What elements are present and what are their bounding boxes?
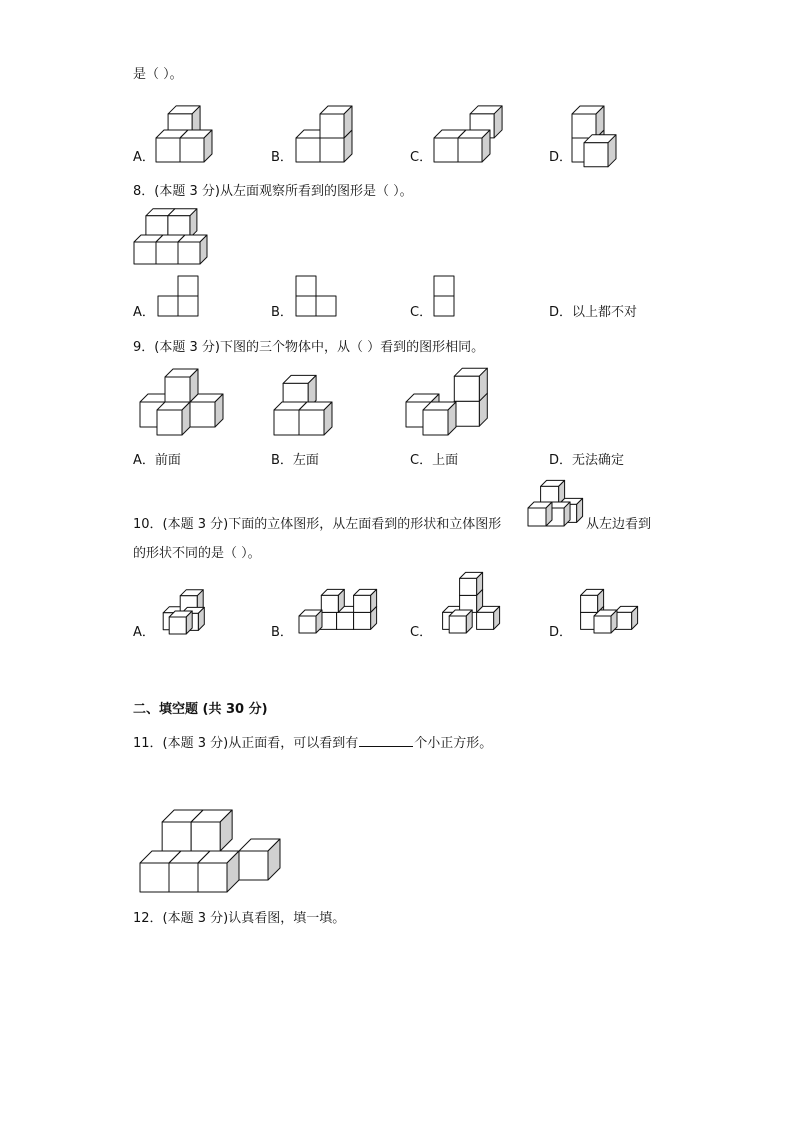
- cube-face: [296, 276, 316, 296]
- q10-stem-start: 10．(本题 3 分)下面的立体图形，从左面看到的形状和立体图形: [133, 517, 502, 532]
- q8-view-a: [150, 270, 210, 320]
- cube-face: [156, 242, 178, 264]
- cube-face: [274, 410, 299, 435]
- q9-option-b[interactable]: B．左面: [271, 453, 319, 468]
- q10-figure-c: [435, 582, 495, 637]
- q11-answer-blank[interactable]: [359, 734, 413, 747]
- q11-figure: [135, 760, 290, 895]
- q7-option-b[interactable]: B．: [271, 150, 293, 165]
- q8-option-b[interactable]: B．: [271, 305, 293, 320]
- cube-face: [354, 612, 371, 629]
- cube-face: [169, 863, 198, 892]
- q8-view-c: [428, 270, 488, 320]
- cube-face: [169, 617, 186, 634]
- q7-figure-b: [290, 92, 370, 167]
- cube-face: [458, 138, 482, 162]
- q8-view-b: [290, 270, 350, 320]
- cube-face: [434, 296, 454, 316]
- q10-option-d[interactable]: D．: [549, 625, 573, 640]
- q8-stem: 8．(本题 3 分)从左面观察所看到的图形是（ ）。: [133, 184, 413, 199]
- q10-option-b[interactable]: B．: [271, 625, 293, 640]
- cube-face: [158, 296, 178, 316]
- cube-face: [198, 863, 227, 892]
- cube-face: [296, 138, 320, 162]
- q10-stem-line2: 的形状不同的是（ ）。: [133, 546, 261, 561]
- q10-figure-b: [295, 585, 375, 637]
- q8-main-figure: [126, 202, 221, 270]
- q9-figure-3: [392, 365, 492, 440]
- cube-face: [316, 296, 336, 316]
- q8-option-c[interactable]: C．: [410, 305, 433, 320]
- cube-face: [449, 616, 466, 633]
- cube-face: [191, 822, 220, 851]
- q11-stem-start: 11．(本题 3 分)从正面看，可以看到有: [133, 736, 359, 751]
- q11-stem-end: 个小正方形。: [414, 736, 493, 751]
- q7-option-d[interactable]: D．: [549, 150, 573, 165]
- cube-face: [581, 595, 598, 612]
- q9-option-d[interactable]: D．无法确定: [549, 453, 625, 468]
- q9-stem: 9．(本题 3 分)下图的三个物体中，从（ ）看到的图形相同。: [133, 340, 485, 355]
- q9-figure-1: [126, 365, 226, 440]
- q10-option-a[interactable]: A．: [133, 625, 155, 640]
- section-title: 二、填空题 (共 30 分): [133, 702, 268, 717]
- cube-face: [460, 578, 477, 595]
- cube-face: [134, 242, 156, 264]
- cube-face: [454, 376, 479, 401]
- cube-face: [528, 508, 546, 526]
- cube-face: [165, 377, 190, 402]
- cube-face: [434, 138, 458, 162]
- q10-stem-end: 从左边看到: [586, 517, 652, 532]
- q9-option-c[interactable]: C．上面: [410, 453, 459, 468]
- cube-face: [299, 616, 316, 633]
- cube-face: [454, 401, 479, 426]
- cube-face: [423, 410, 448, 435]
- cube-face: [321, 595, 338, 612]
- cube-face: [434, 276, 454, 296]
- cube-face: [320, 114, 344, 138]
- cube-face: [178, 276, 198, 296]
- q9-option-a[interactable]: A．前面: [133, 453, 181, 468]
- q7-figure-a: [150, 92, 230, 167]
- q8-option-d[interactable]: D．以上都不对: [549, 305, 638, 320]
- cube-face: [239, 851, 268, 880]
- q7-stem-tail: 是（ ）。: [133, 67, 183, 82]
- cube-face: [594, 616, 611, 633]
- cube-face: [178, 296, 198, 316]
- cube-face: [584, 143, 608, 167]
- cube-face: [190, 402, 215, 427]
- cube-face: [140, 863, 169, 892]
- cube-face: [296, 296, 316, 316]
- q12-stem: 12．(本题 3 分)认真看图，填一填。: [133, 911, 346, 926]
- cube-face: [299, 410, 324, 435]
- q10-figure-a: [155, 588, 205, 636]
- q10-option-c[interactable]: C．: [410, 625, 433, 640]
- cube-face: [162, 822, 191, 851]
- cube-face: [337, 612, 354, 629]
- cube-face: [157, 410, 182, 435]
- q10-figure-d: [573, 585, 638, 637]
- cube-face: [354, 595, 371, 612]
- q7-figure-d: [566, 92, 646, 167]
- cube-face: [477, 612, 494, 629]
- q7-option-c[interactable]: C．: [410, 150, 433, 165]
- q7-figure-c: [428, 92, 508, 167]
- cube-face: [180, 138, 204, 162]
- q7-option-a[interactable]: A．: [133, 150, 155, 165]
- cube-face: [156, 138, 180, 162]
- q11-stem: [133, 734, 492, 752]
- q10-reference-figure: [522, 480, 584, 530]
- q8-option-a[interactable]: A．: [133, 305, 155, 320]
- cube-face: [178, 242, 200, 264]
- cube-face: [320, 138, 344, 162]
- q9-figure-2: [268, 365, 358, 440]
